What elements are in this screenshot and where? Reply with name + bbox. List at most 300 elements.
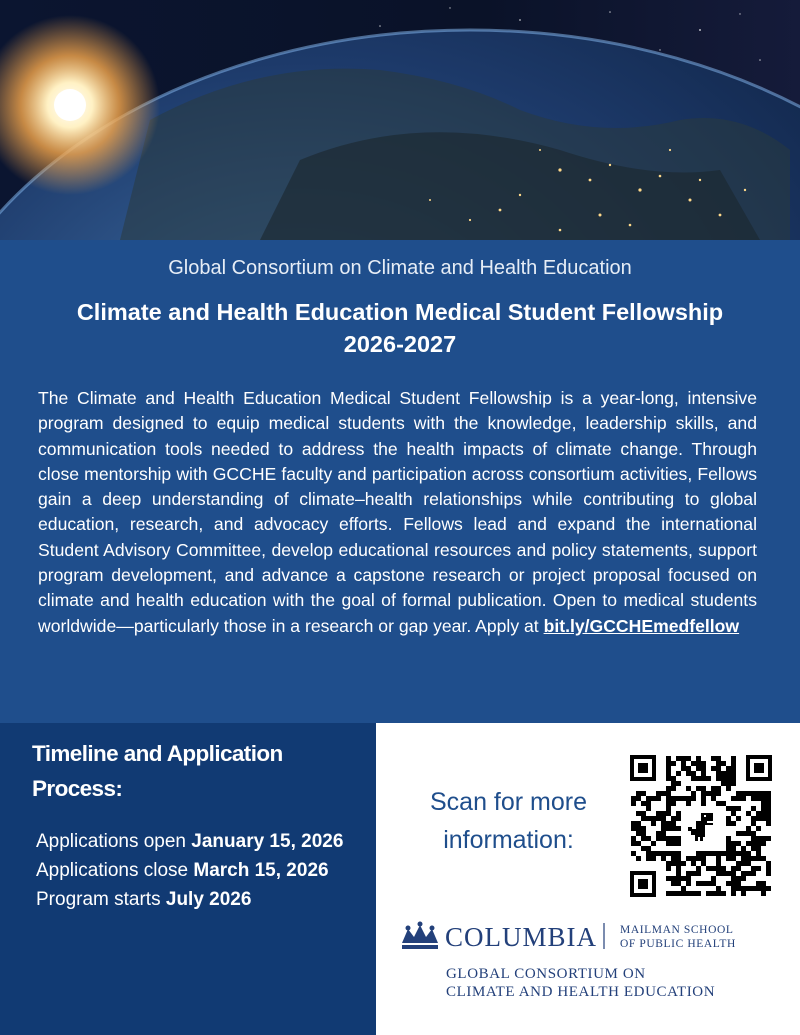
qr-module bbox=[751, 856, 756, 861]
qr-module bbox=[731, 891, 736, 896]
qr-module bbox=[761, 856, 766, 861]
qr-module bbox=[696, 761, 701, 766]
qr-module bbox=[651, 821, 656, 826]
qr-module bbox=[716, 801, 721, 806]
qr-module bbox=[671, 841, 676, 846]
timeline-section bbox=[0, 723, 376, 1035]
qr-module bbox=[641, 846, 646, 851]
qr-module bbox=[636, 811, 641, 816]
qr-module bbox=[671, 881, 676, 886]
qr-module bbox=[751, 806, 756, 811]
school-line-2: OF PUBLIC HEALTH bbox=[620, 938, 736, 950]
qr-module bbox=[741, 851, 746, 856]
qr-module bbox=[676, 841, 681, 846]
qr-module bbox=[651, 856, 656, 861]
apply-link[interactable]: bit.ly/GCCHEmedfellow bbox=[543, 615, 740, 636]
qr-module bbox=[676, 771, 681, 776]
columbia-mailman-logo bbox=[398, 919, 778, 1009]
qr-module bbox=[671, 826, 676, 831]
qr-module bbox=[711, 796, 716, 801]
qr-module bbox=[711, 881, 716, 886]
qr-module bbox=[676, 866, 681, 871]
qr-module bbox=[666, 811, 671, 816]
qr-module bbox=[721, 871, 726, 876]
qr-module bbox=[756, 826, 761, 831]
qr-module bbox=[731, 841, 736, 846]
qr-module bbox=[701, 791, 706, 796]
qr-module bbox=[756, 881, 761, 886]
qr-module bbox=[686, 786, 691, 791]
qr-module bbox=[731, 821, 736, 826]
qr-module bbox=[666, 786, 671, 791]
qr-module bbox=[746, 791, 751, 796]
qr-module bbox=[761, 801, 766, 806]
qr-module bbox=[721, 771, 726, 776]
qr-module bbox=[671, 816, 676, 821]
qr-module bbox=[641, 831, 646, 836]
qr-module bbox=[746, 831, 751, 836]
qr-module bbox=[711, 791, 716, 796]
qr-module bbox=[666, 891, 671, 896]
qr-module bbox=[661, 836, 666, 841]
qr-module bbox=[736, 816, 741, 821]
qr-module bbox=[741, 791, 746, 796]
qr-module bbox=[696, 851, 701, 856]
qr-module bbox=[666, 761, 671, 766]
qr-module bbox=[741, 861, 746, 866]
qr-module bbox=[676, 816, 681, 821]
qr-module bbox=[766, 886, 771, 891]
qr-module bbox=[731, 846, 736, 851]
qr-module bbox=[676, 891, 681, 896]
qr-module bbox=[731, 811, 736, 816]
qr-module bbox=[656, 796, 661, 801]
qr-module bbox=[671, 876, 676, 881]
qr-module bbox=[706, 776, 711, 781]
qr-module bbox=[766, 811, 771, 816]
qr-module bbox=[761, 836, 766, 841]
qr-module bbox=[686, 876, 691, 881]
qr-module bbox=[726, 776, 731, 781]
qr-module bbox=[706, 881, 711, 886]
qr-module bbox=[706, 866, 711, 871]
qr-module bbox=[681, 891, 686, 896]
qr-module bbox=[701, 801, 706, 806]
contact-section bbox=[376, 723, 800, 1035]
qr-module bbox=[631, 841, 636, 846]
qr-module bbox=[661, 851, 666, 856]
qr-module bbox=[726, 881, 731, 886]
qr-module bbox=[696, 856, 701, 861]
qr-module bbox=[676, 876, 681, 881]
qr-module bbox=[641, 811, 646, 816]
qr-module bbox=[686, 881, 691, 886]
qr-module bbox=[726, 851, 731, 856]
qr-module bbox=[746, 886, 751, 891]
timeline-heading: Timeline and Application Process: bbox=[32, 741, 283, 801]
dinosaur-icon bbox=[683, 808, 719, 844]
qr-module bbox=[721, 866, 726, 871]
qr-module bbox=[671, 856, 676, 861]
qr-module bbox=[631, 836, 636, 841]
qr-module bbox=[691, 856, 696, 861]
qr-module bbox=[711, 891, 716, 896]
qr-module bbox=[686, 756, 691, 761]
qr-module bbox=[686, 856, 691, 861]
organization-name: Global Consortium on Climate and Health Education bbox=[168, 257, 632, 279]
qr-module bbox=[716, 891, 721, 896]
qr-module bbox=[686, 801, 691, 806]
qr-module bbox=[736, 796, 741, 801]
qr-module bbox=[761, 816, 766, 821]
qr-module bbox=[741, 856, 746, 861]
qr-module bbox=[701, 786, 706, 791]
qr-module bbox=[721, 801, 726, 806]
qr-module bbox=[736, 876, 741, 881]
qr-module bbox=[716, 871, 721, 876]
qr-module bbox=[766, 801, 771, 806]
qr-module bbox=[751, 841, 756, 846]
qr-module bbox=[701, 776, 706, 781]
qr-module bbox=[636, 821, 641, 826]
qr-module bbox=[646, 796, 651, 801]
qr-module bbox=[681, 766, 686, 771]
qr-module bbox=[656, 851, 661, 856]
qr-module bbox=[741, 871, 746, 876]
timeline-list bbox=[36, 827, 356, 914]
qr-module bbox=[741, 876, 746, 881]
qr-module bbox=[701, 766, 706, 771]
qr-module bbox=[756, 816, 761, 821]
qr-module bbox=[751, 866, 756, 871]
qr-module bbox=[666, 851, 671, 856]
qr-module bbox=[671, 796, 676, 801]
qr-module bbox=[741, 891, 746, 896]
qr-module bbox=[716, 776, 721, 781]
timeline-item-label: Applications open bbox=[36, 831, 186, 852]
qr-module bbox=[746, 841, 751, 846]
qr-module bbox=[731, 851, 736, 856]
qr-module bbox=[726, 786, 731, 791]
qr-module bbox=[631, 851, 636, 856]
qr-module bbox=[736, 886, 741, 891]
qr-module bbox=[736, 851, 741, 856]
qr-module bbox=[706, 851, 711, 856]
qr-module bbox=[636, 796, 641, 801]
qr-module bbox=[651, 841, 656, 846]
qr-module bbox=[646, 806, 651, 811]
qr-module bbox=[731, 776, 736, 781]
qr-module bbox=[666, 876, 671, 881]
qr-module bbox=[731, 871, 736, 876]
qr-module bbox=[686, 871, 691, 876]
qr-module bbox=[721, 891, 726, 896]
qr-module bbox=[671, 786, 676, 791]
qr-module bbox=[756, 866, 761, 871]
timeline-item-date: March 15, 2026 bbox=[193, 860, 329, 881]
qr-module bbox=[676, 826, 681, 831]
qr-module bbox=[731, 856, 736, 861]
school-line-1: MAILMAN SCHOOL bbox=[620, 924, 734, 936]
qr-module bbox=[761, 841, 766, 846]
qr-module bbox=[736, 791, 741, 796]
qr-module bbox=[746, 811, 751, 816]
qr-module bbox=[716, 761, 721, 766]
qr-module bbox=[756, 836, 761, 841]
qr-module bbox=[656, 791, 661, 796]
qr-module bbox=[731, 756, 736, 761]
qr-module bbox=[711, 766, 716, 771]
qr-module bbox=[666, 776, 671, 781]
qr-module bbox=[751, 846, 756, 851]
qr-module bbox=[671, 861, 676, 866]
qr-module bbox=[676, 756, 681, 761]
columbia-wordmark: COLUMBIA bbox=[445, 922, 598, 952]
qr-module bbox=[686, 891, 691, 896]
qr-module bbox=[731, 876, 736, 881]
qr-module bbox=[631, 826, 636, 831]
qr-module bbox=[646, 801, 651, 806]
qr-module bbox=[711, 851, 716, 856]
qr-module bbox=[716, 766, 721, 771]
qr-module bbox=[696, 871, 701, 876]
qr-module bbox=[666, 801, 671, 806]
qr-module bbox=[721, 776, 726, 781]
qr-module bbox=[696, 786, 701, 791]
qr-module bbox=[671, 836, 676, 841]
qr-module bbox=[631, 796, 636, 801]
qr-module bbox=[716, 786, 721, 791]
qr-module bbox=[736, 881, 741, 886]
qr-module bbox=[636, 826, 641, 831]
qr-module bbox=[661, 816, 666, 821]
qr-module bbox=[726, 846, 731, 851]
qr-module bbox=[681, 796, 686, 801]
qr-module bbox=[731, 766, 736, 771]
qr-module bbox=[756, 856, 761, 861]
qr-module bbox=[706, 891, 711, 896]
qr-module bbox=[716, 771, 721, 776]
qr-module bbox=[761, 881, 766, 886]
qr-module bbox=[736, 831, 741, 836]
qr-module bbox=[681, 876, 686, 881]
qr-module bbox=[766, 816, 771, 821]
qr-module bbox=[661, 856, 666, 861]
qr-module bbox=[726, 771, 731, 776]
qr-module bbox=[696, 766, 701, 771]
qr-module bbox=[641, 791, 646, 796]
qr-module bbox=[651, 816, 656, 821]
qr-module bbox=[756, 846, 761, 851]
qr-module bbox=[686, 771, 691, 776]
timeline-item-date: July 2026 bbox=[165, 889, 252, 910]
qr-module bbox=[731, 886, 736, 891]
qr-module bbox=[666, 866, 671, 871]
qr-module bbox=[676, 871, 681, 876]
qr-module bbox=[746, 826, 751, 831]
qr-module bbox=[766, 836, 771, 841]
qr-module bbox=[666, 771, 671, 776]
qr-module bbox=[756, 796, 761, 801]
qr-module bbox=[761, 796, 766, 801]
qr-module bbox=[721, 851, 726, 856]
qr-module bbox=[671, 776, 676, 781]
qr-module bbox=[631, 801, 636, 806]
qr-module bbox=[766, 866, 771, 871]
qr-module bbox=[751, 836, 756, 841]
qr-module bbox=[691, 871, 696, 876]
fellowship-description bbox=[38, 386, 757, 639]
qr-module bbox=[691, 791, 696, 796]
qr-module bbox=[656, 816, 661, 821]
qr-module bbox=[726, 856, 731, 861]
page-title bbox=[40, 296, 760, 360]
qr-module bbox=[676, 856, 681, 861]
title-line-2: 2026-2027 bbox=[343, 331, 457, 357]
qr-module bbox=[671, 821, 676, 826]
qr-module bbox=[716, 791, 721, 796]
qr-module bbox=[761, 891, 766, 896]
qr-module bbox=[731, 771, 736, 776]
qr-module bbox=[686, 796, 691, 801]
timeline-item bbox=[36, 827, 356, 856]
timeline-item-date: January 15, 2026 bbox=[191, 831, 344, 852]
qr-module bbox=[731, 881, 736, 886]
qr-module bbox=[681, 756, 686, 761]
qr-module bbox=[751, 816, 756, 821]
qr-module bbox=[666, 826, 671, 831]
qr-module bbox=[726, 816, 731, 821]
qr-module bbox=[636, 831, 641, 836]
qr-module bbox=[761, 811, 766, 816]
qr-module bbox=[711, 756, 716, 761]
qr-module bbox=[716, 861, 721, 866]
qr-module bbox=[726, 781, 731, 786]
qr-module bbox=[666, 861, 671, 866]
qr-module bbox=[691, 776, 696, 781]
qr-module bbox=[741, 831, 746, 836]
qr-module bbox=[646, 816, 651, 821]
timeline-item bbox=[36, 856, 356, 885]
qr-module bbox=[756, 851, 761, 856]
qr-module bbox=[686, 766, 691, 771]
qr-module bbox=[746, 861, 751, 866]
qr-module bbox=[666, 766, 671, 771]
qr-module bbox=[681, 886, 686, 891]
qr-module bbox=[726, 871, 731, 876]
qr-module bbox=[656, 811, 661, 816]
qr-module bbox=[761, 886, 766, 891]
qr-module bbox=[661, 831, 666, 836]
qr-module bbox=[641, 816, 646, 821]
qr-module bbox=[696, 866, 701, 871]
qr-module bbox=[676, 861, 681, 866]
qr-module bbox=[696, 776, 701, 781]
qr-module bbox=[701, 851, 706, 856]
qr-module bbox=[716, 756, 721, 761]
timeline-item bbox=[36, 885, 356, 914]
qr-module bbox=[711, 866, 716, 871]
qr-module bbox=[736, 841, 741, 846]
qr-module bbox=[766, 861, 771, 866]
qr-module bbox=[701, 796, 706, 801]
fellowship-intro-section bbox=[0, 240, 800, 723]
qr-module bbox=[761, 791, 766, 796]
qr-module bbox=[661, 821, 666, 826]
qr-module bbox=[701, 881, 706, 886]
qr-module bbox=[751, 871, 756, 876]
qr-module bbox=[726, 766, 731, 771]
qr-module bbox=[716, 856, 721, 861]
qr-module bbox=[701, 861, 706, 866]
qr-module bbox=[741, 796, 746, 801]
qr-module bbox=[641, 836, 646, 841]
crown-icon bbox=[402, 922, 438, 950]
qr-module bbox=[716, 886, 721, 891]
qr-module bbox=[646, 846, 651, 851]
qr-module bbox=[726, 806, 731, 811]
qr-module bbox=[731, 866, 736, 871]
qr-module bbox=[766, 821, 771, 826]
qr-module bbox=[651, 796, 656, 801]
qr-module bbox=[731, 781, 736, 786]
qr-module bbox=[761, 806, 766, 811]
timeline-item-label: Program starts bbox=[36, 889, 161, 910]
earth-from-space-image bbox=[0, 0, 800, 240]
qr-module bbox=[746, 851, 751, 856]
qr-module bbox=[676, 781, 681, 786]
qr-module bbox=[656, 831, 661, 836]
qr-module bbox=[751, 821, 756, 826]
qr-module bbox=[766, 791, 771, 796]
qr-module bbox=[636, 856, 641, 861]
qr-module bbox=[666, 806, 671, 811]
qr-module bbox=[696, 881, 701, 886]
qr-module bbox=[701, 761, 706, 766]
qr-module bbox=[766, 806, 771, 811]
qr-module bbox=[721, 761, 726, 766]
qr-module bbox=[731, 761, 736, 766]
qr-module bbox=[671, 851, 676, 856]
qr-module bbox=[666, 796, 671, 801]
qr-module bbox=[636, 791, 641, 796]
qr-module bbox=[756, 811, 761, 816]
qr-module bbox=[716, 866, 721, 871]
qr-module bbox=[676, 881, 681, 886]
qr-module bbox=[646, 851, 651, 856]
qr-module bbox=[661, 811, 666, 816]
qr-module bbox=[666, 756, 671, 761]
qr-module bbox=[671, 801, 676, 806]
qr-module bbox=[746, 871, 751, 876]
qr-module bbox=[716, 851, 721, 856]
timeline-item-label: Applications close bbox=[36, 860, 189, 881]
qr-module bbox=[666, 821, 671, 826]
qr-module bbox=[671, 781, 676, 786]
qr-module bbox=[646, 836, 651, 841]
qr-module bbox=[656, 836, 661, 841]
qr-module bbox=[756, 841, 761, 846]
qr-code[interactable] bbox=[628, 753, 774, 899]
qr-module bbox=[666, 791, 671, 796]
consortium-line-2: CLIMATE AND HEALTH EDUCATION bbox=[446, 984, 716, 1000]
qr-module bbox=[666, 841, 671, 846]
qr-module bbox=[756, 791, 761, 796]
qr-module bbox=[676, 851, 681, 856]
qr-module bbox=[676, 836, 681, 841]
qr-module bbox=[731, 796, 736, 801]
qr-module bbox=[731, 806, 736, 811]
